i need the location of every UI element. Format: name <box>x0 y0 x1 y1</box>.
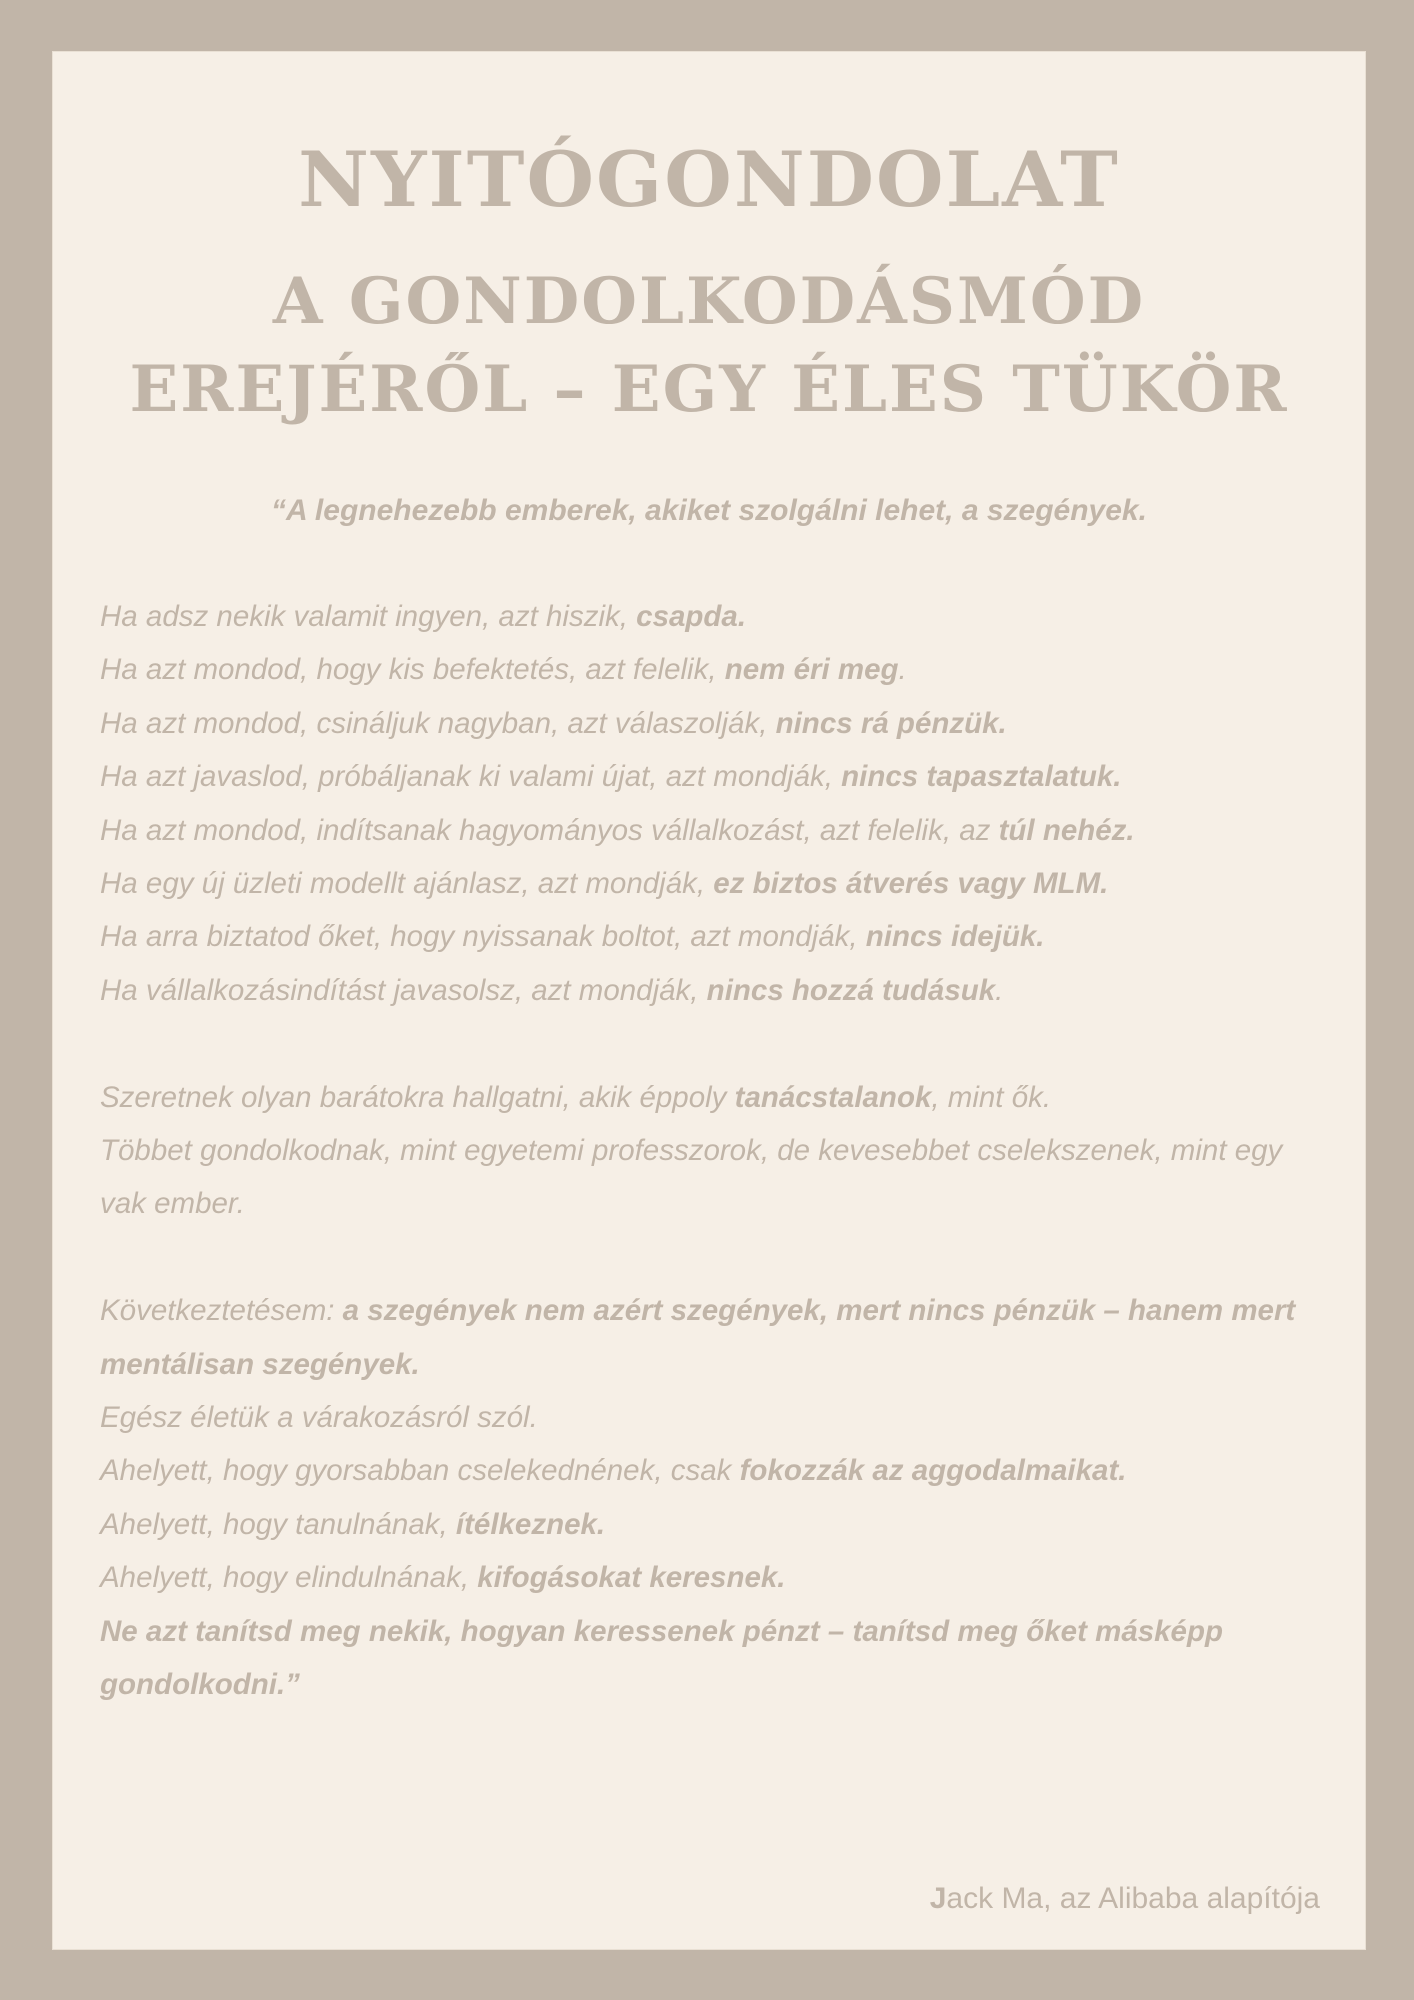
quote-body <box>100 590 1330 1712</box>
quote-line: Ha azt javaslod, próbáljanak ki valami újat, azt mondják, nincs tapasztalatuk. <box>100 760 1122 794</box>
quote-line: Ahelyett, hogy tanulnának, ítélkeznek. <box>100 1507 606 1541</box>
quote-line: Ha arra biztatod őket, hogy nyissanak boltot, azt mondják, nincs idejük. <box>100 920 1045 954</box>
quote-line: Egész életük a várakozásról szól. <box>100 1401 538 1435</box>
quote-line: Ha azt mondod, hogy kis befektetés, azt felelik, nem éri meg. <box>100 653 907 687</box>
quote-attribution <box>930 1874 1320 1924</box>
quote-line: Ha adsz nekik valamit ingyen, azt hiszik, csapda. <box>100 600 747 633</box>
paragraph-gap <box>100 1017 1330 1070</box>
quote-line: Ha azt mondod, indítsanak hagyományos vállalkozást, azt felelik, az túl nehéz. <box>100 813 1135 847</box>
content-panel <box>52 51 1366 1950</box>
quote-line: Ahelyett, hogy gyorsabban cselekednének, csak fokozzák az aggodalmaikat. <box>100 1454 1127 1488</box>
quote-line: Ne azt tanítsd meg nekik, hogyan keressenek pénzt – tanítsd meg őket másképp gondolkodni.” <box>100 1614 1224 1702</box>
paragraph-gap <box>100 1231 1330 1284</box>
quote-line: Ha vállalkozásindítást javasolsz, azt mondják, nincs hozzá tudásuk. <box>100 973 1004 1007</box>
subtitle-line-1: A GONDOLKODÁSMÓD <box>272 264 1146 339</box>
quote-line: Ha azt mondod, csináljuk nagyban, azt válaszolják, nincs rá pénzük. <box>100 706 1007 740</box>
page-title: NYITÓGONDOLAT <box>298 135 1120 224</box>
attribution-initial: J <box>929 1882 947 1915</box>
subtitle-line-2: EREJÉRŐL – EGY ÉLES TÜKÖR <box>129 352 1289 427</box>
quote-lead: “A legnehezebb emberek, akiket szolgálni lehet, a szegények. <box>271 494 1147 527</box>
quote-line: Többet gondolkodnak, mint egyetemi professzorok, de kevesebbet cselekszenek, mint egy vak ember. <box>100 1134 1283 1221</box>
quote-line: Ahelyett, hogy elindulnának, kifogásokat keresnek. <box>100 1561 786 1595</box>
quote-line: Ha egy új üzleti modellt ajánlasz, azt mondják, ez biztos átverés vagy MLM. <box>100 867 1109 901</box>
attribution-text: ack Ma, az Alibaba alapítója <box>946 1882 1320 1915</box>
quote-line: Szeretnek olyan barátokra hallgatni, akik éppoly tanácstalanok, mint ők. <box>100 1080 1052 1114</box>
quote-line: Következtetésem: a szegények nem azért szegények, mert nincs pénzük – hanem mert mentálisan szegények. <box>100 1294 1296 1381</box>
